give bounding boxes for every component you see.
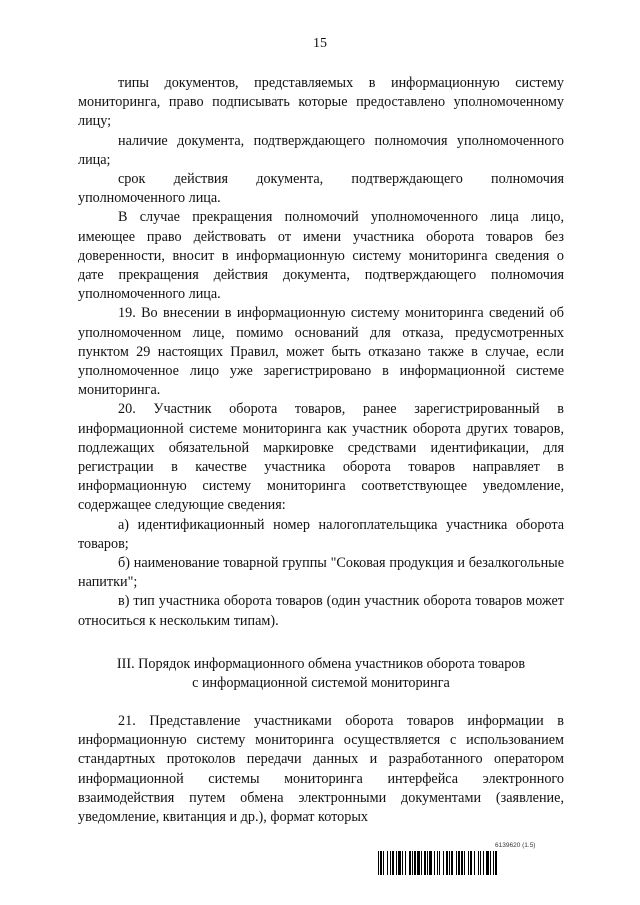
paragraph-19: 19. Во внесении в информационную систему мониторинга сведений об уполномоченном лице, помимо оснований для отказа, предусмотренных пунктом 29 настоящих Правил, может быть отказано также в случае, если уполномоченное лицо уже зарегистрировано в информационной системе мониторинга. [78, 305, 564, 399]
document-body-section-iii [78, 712, 564, 827]
paragraph-20-c: в) тип участника оборота товаров (один участник оборота товаров может относиться к нескольким типам). [78, 593, 564, 629]
paragraph-20-a: а) идентификационный номер налогоплательщика участника оборота товаров; [78, 516, 564, 552]
document-code: 6139620 (1.5) [495, 842, 536, 849]
document-body [78, 74, 564, 631]
paragraph-20-b: б) наименование товарной группы "Соковая продукция и безалкогольные напитки"; [78, 555, 564, 591]
paragraph-21: 21. Представление участниками оборота товаров информации в информационную систему мониторинга осуществляется с использованием стандартных протоколов передачи данных и разработанного оператором информационной системы мониторинга интерфейса электронного взаимодействия путем обмена электронными документами (заявление, уведомление, квитанция и др.), формат которых [78, 713, 564, 826]
section-heading-line-1: III. Порядок информационного обмена участников оборота товаров [116, 656, 526, 672]
paragraph-document-validity: срок действия документа, подтверждающего полномочия уполномоченного лица. [78, 171, 564, 207]
paragraph-authority-document: наличие документа, подтверждающего полномочия уполномоченного лица; [78, 132, 564, 168]
section-heading-iii [78, 655, 564, 693]
page-number: 15 [313, 36, 327, 51]
paragraph-termination: В случае прекращения полномочий уполномоченного лица лицо, имеющее право действовать от имени участника оборота товаров без доверенности, вносит в информационную систему мониторинга сведения о дате прекращения действия документа, подтверждающего полномочия уполномоченного лица. [78, 209, 564, 303]
barcode-icon [378, 851, 574, 875]
section-heading-line-2: с информационной системой мониторинга [192, 675, 450, 692]
paragraph-20: 20. Участник оборота товаров, ранее зарегистрированный в информационной системе мониторинга как участник оборота других товаров, подлежащих обязательной маркировке средствами идентификации, для регистрации в качестве участника оборота товаров направляет в информационную систему мониторинга соответствующее уведомление, содержащее следующие сведения: [78, 401, 564, 514]
paragraph-document-types: типы документов, представляемых в информационную систему мониторинга, право подписывать которые предоставлено уполномоченному лицу; [78, 75, 564, 130]
